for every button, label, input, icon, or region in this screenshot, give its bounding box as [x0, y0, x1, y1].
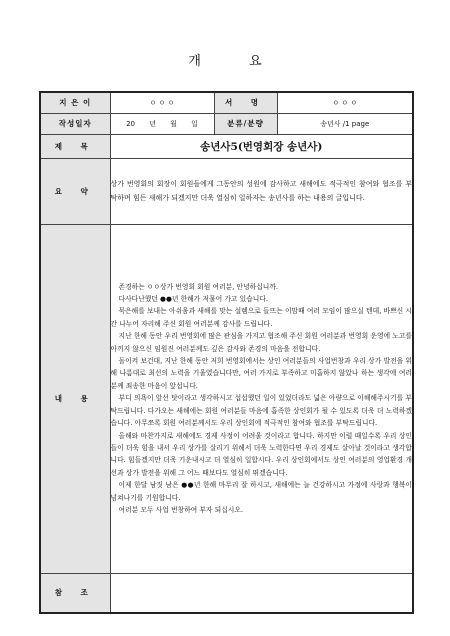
reference-label: 참 조: [40, 573, 110, 613]
category-value: 송년사 /1 page: [277, 113, 413, 134]
content-paragraph: 존경하는 ㅇㅇ상가 번영회 회원 여러분, 안녕하십니까.: [118, 282, 279, 291]
content-label: 내 용: [40, 224, 110, 573]
content-paragraph: 여러분 모두 사업 번창하여 부자 되십시오.: [118, 505, 244, 514]
subject-value: 송년사5(번영회장 송년사): [110, 134, 413, 158]
content-paragraph: 이제 한달 남짓 남은 ●●년 한해 마무리 잘 하시고, 새해에는 늘 건강하시고 가정에 사랑과 행복이 넘쳐나기를 기원합니다.: [110, 481, 412, 502]
subject-label: 제 목: [40, 134, 110, 158]
summary-label: 요 약: [40, 158, 110, 224]
content-paragraph: 지난 한해 동안 우리 번영회에 많은 관심을 가지고 협조해 주신 회원 여러분과 번영회 운영에 노고를 아끼지 않으신 임원진 여러분께도 깊은 감사와 존경의 마음을 전합니다.: [110, 332, 412, 353]
content-paragraph: 다사다난했던 ●●년 한해가 저물어 가고 있습니다.: [118, 295, 269, 304]
speaker-value: ㅇ ㅇ ㅇ: [110, 92, 214, 113]
signature-label: 서 명: [214, 92, 277, 113]
category-label: 분류/분량: [214, 113, 277, 134]
overview-form: [39, 91, 414, 614]
content-paragraph: 묵은해를 보내는 아쉬움과 새해를 맞는 설렘으로 들뜨는 이맘때 여러 모임이 많으실 텐데, 바쁘신 시간 나누어 자리해 주신 회원 여러분께 감사를 드립니다.: [110, 307, 412, 328]
date-label: 작성일자: [40, 113, 110, 134]
content-paragraph: 부디 의욕이 앞선 탓이라고 생각하시고 섭섭했던 일이 있었더라도 넓은 아량으로 이해해주시기를 부탁드립니다. 다가오는 새해에는 회원 여러분들 마음에 흡족한 상인회가 될 수 있도록 더욱 더 노력하겠습니다. 아무쪼록 회원 여러분께서도 우리 상인회에 적극적인 참여와 협조를 부탁드립니다.: [110, 394, 412, 428]
content-body: [110, 224, 413, 573]
date-value: 20 년 월 일: [110, 113, 214, 134]
content-paragraph: 올해와 마찬가지로 새해에도 경제 사정이 어려울 것이라고 합니다. 하지만 이럴 때일수록 우리 상인들이 더욱 힘을 내서 우리 상가를 살리기 위해서 더욱 노력한다면 우리 경제도 살아날 것이라고 생각합니다. 힘들겠지만 더욱 기운내시고 더 열심히 일합시다. 우리 상인회에서도 상인 여러분의 영업환경 개선과 상가 발전을 위해 그 어느 때보다도 열심히 뛰겠습니다.: [110, 431, 412, 477]
signature-value: ㅇ ㅇ ㅇ: [277, 92, 413, 113]
reference-value: [110, 573, 413, 613]
summary-text: 상가 번영회의 회장이 회원들에게 그동안의 성원에 감사하고 새해에도 적극적인 참여와 협조를 부탁하며 힘든 새해가 되겠지만 더욱 열심히 일하자는 송년사를 하는 내용의 글입니다.: [110, 158, 413, 224]
speaker-label: 지 은 이: [40, 92, 110, 113]
content-paragraph: 돌이켜 보건대, 지난 한해 동안 저희 번영회에서는 상인 여러분들의 사업번창과 우리 상가 발전을 위해 나름대로 최선의 노력을 기울였습니다만, 여러 가지로 부족하고 미흡하지 않았나 하는 생각에 여러분께 죄송한 마음이 앞섭니다.: [110, 357, 412, 390]
page-title: 개 요: [188, 54, 284, 69]
